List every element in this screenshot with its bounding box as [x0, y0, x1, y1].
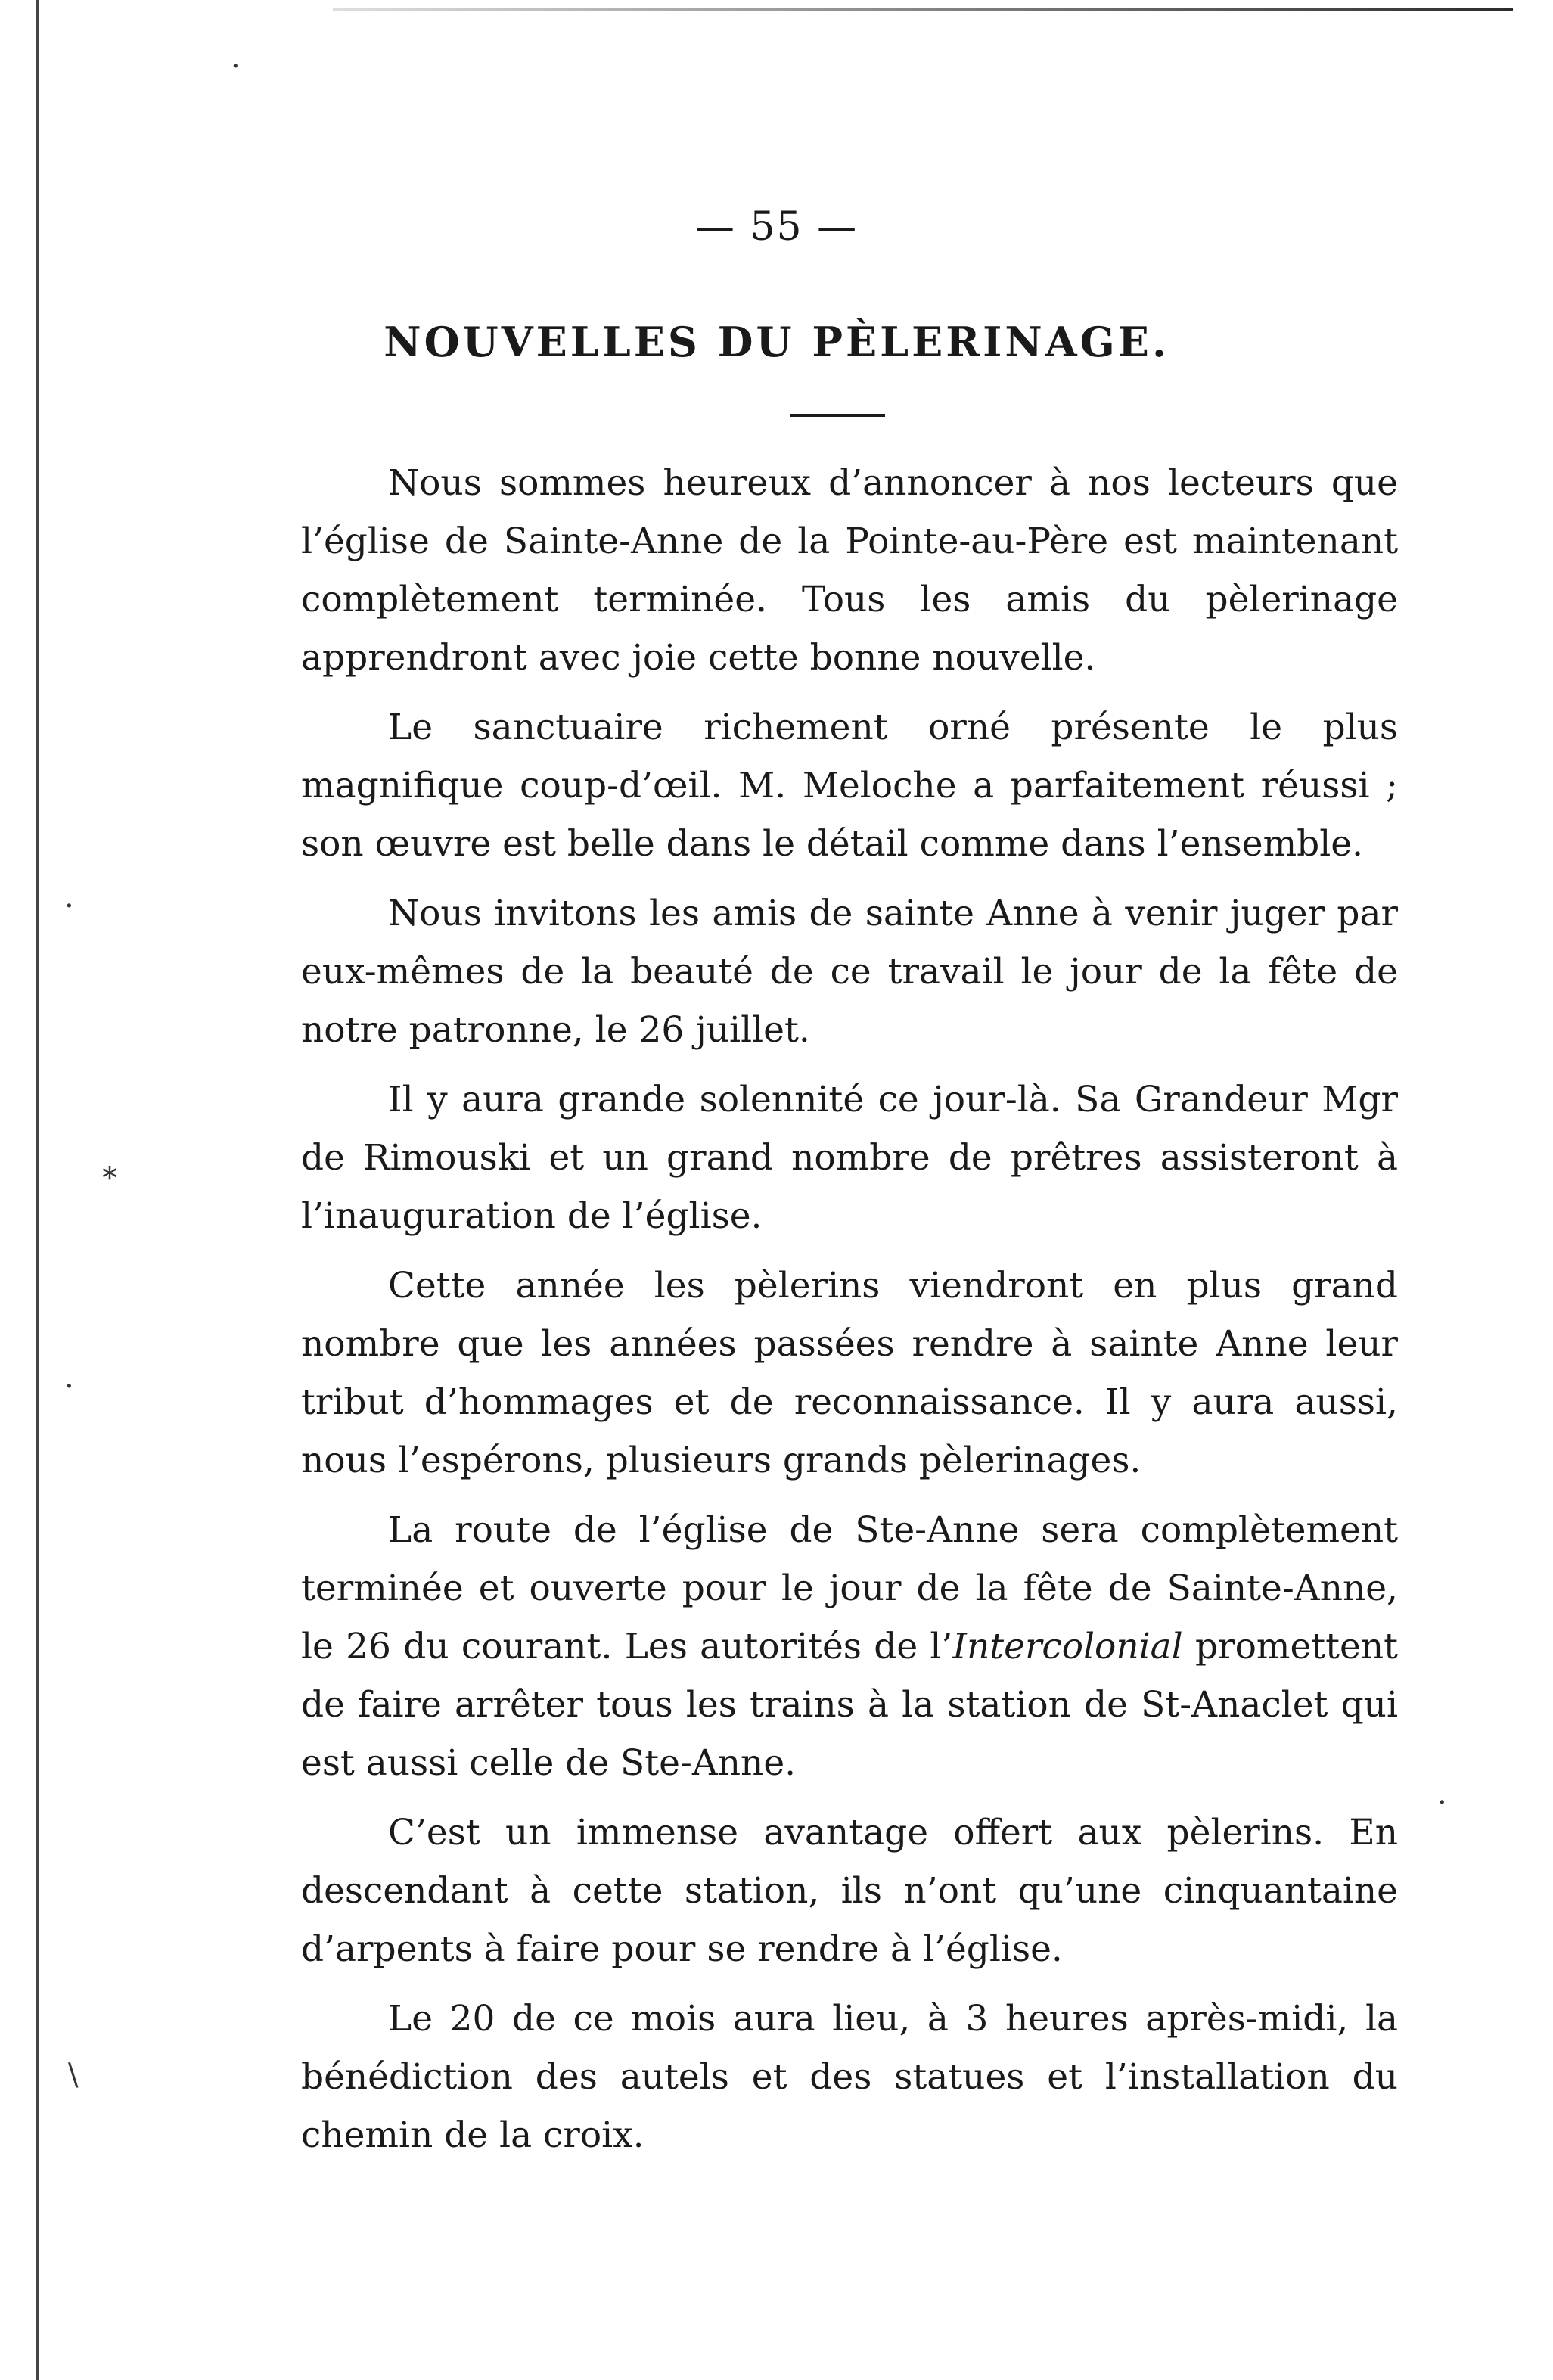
route-text-italic: Intercolonial [952, 1626, 1183, 1667]
paragraph-invitation: Nous invitons les amis de sainte Anne à venir juger par eux-mêmes de la beauté de ce travail le jour de la fête de notre patronne, le 26 juillet. [301, 893, 1398, 1051]
margin-speck: · [64, 1369, 74, 1404]
top-border-rule [333, 8, 1513, 11]
paragraph-advantage: C’est un immense avantage offert aux pèlerins. En descendant à cette station, ils n’ont qu’une cinquantaine d’arpents à faire pour se rendre à l’église. [301, 1812, 1398, 1970]
margin-speck: · [231, 49, 241, 84]
page-title: NOUVELLES DU PÈLERINAGE. [384, 318, 1169, 366]
paragraph-announcement: Nous sommes heureux d’annoncer à nos lecteurs que l’église de Sainte-Anne de la Pointe-au-Père est maintenant complètement terminée. Tous les amis du pèlerinage apprendront avec joie cette bonne nouvelle. [301, 462, 1398, 679]
margin-speck: * [102, 1161, 117, 1196]
margin-speck: · [1437, 1785, 1447, 1820]
margin-speck: \ [68, 2058, 79, 2093]
page-number: — 55 — [694, 204, 859, 250]
paragraph-benediction: Le 20 de ce mois aura lieu, à 3 heures après-midi, la bénédiction des autels et des statues et l’installation du chemin de la croix. [301, 1998, 1398, 2156]
route-text-after: promettent de faire arrêter tous les trains à la station de St-Anaclet qui est aussi celle de Ste-Anne. [301, 1626, 1398, 1784]
paragraph-solemnity: Il y aura grande solennité ce jour-là. Sa Grandeur Mgr de Rimouski et un grand nombre de prêtres assisteront à l’inauguration de l’église. [301, 1079, 1398, 1237]
paragraph-pilgrims: Cette année les pèlerins viendront en plus grand nombre que les années passées rendre à sainte Anne leur tribut d’hommages et de reconnaissance. Il y aura aussi, nous l’espérons, plusieurs grands pèlerinages. [301, 1265, 1398, 1481]
article-body [301, 454, 1398, 2176]
route-text-before: La route de l’église de Ste-Anne sera complètement terminée et ouverte pour le jour de la fête de Sainte-Anne, le 26 du courant. Les autorités de l’ [301, 1509, 1398, 1667]
paragraph-route [301, 1501, 1398, 1792]
margin-speck: · [64, 889, 74, 924]
title-divider [790, 414, 885, 417]
paragraph-sanctuary: Le sanctuaire richement orné présente le plus magnifique coup-d’œil. M. Meloche a parfaitement réussi ; son œuvre est belle dans le détail comme dans l’ensemble. [301, 707, 1398, 865]
